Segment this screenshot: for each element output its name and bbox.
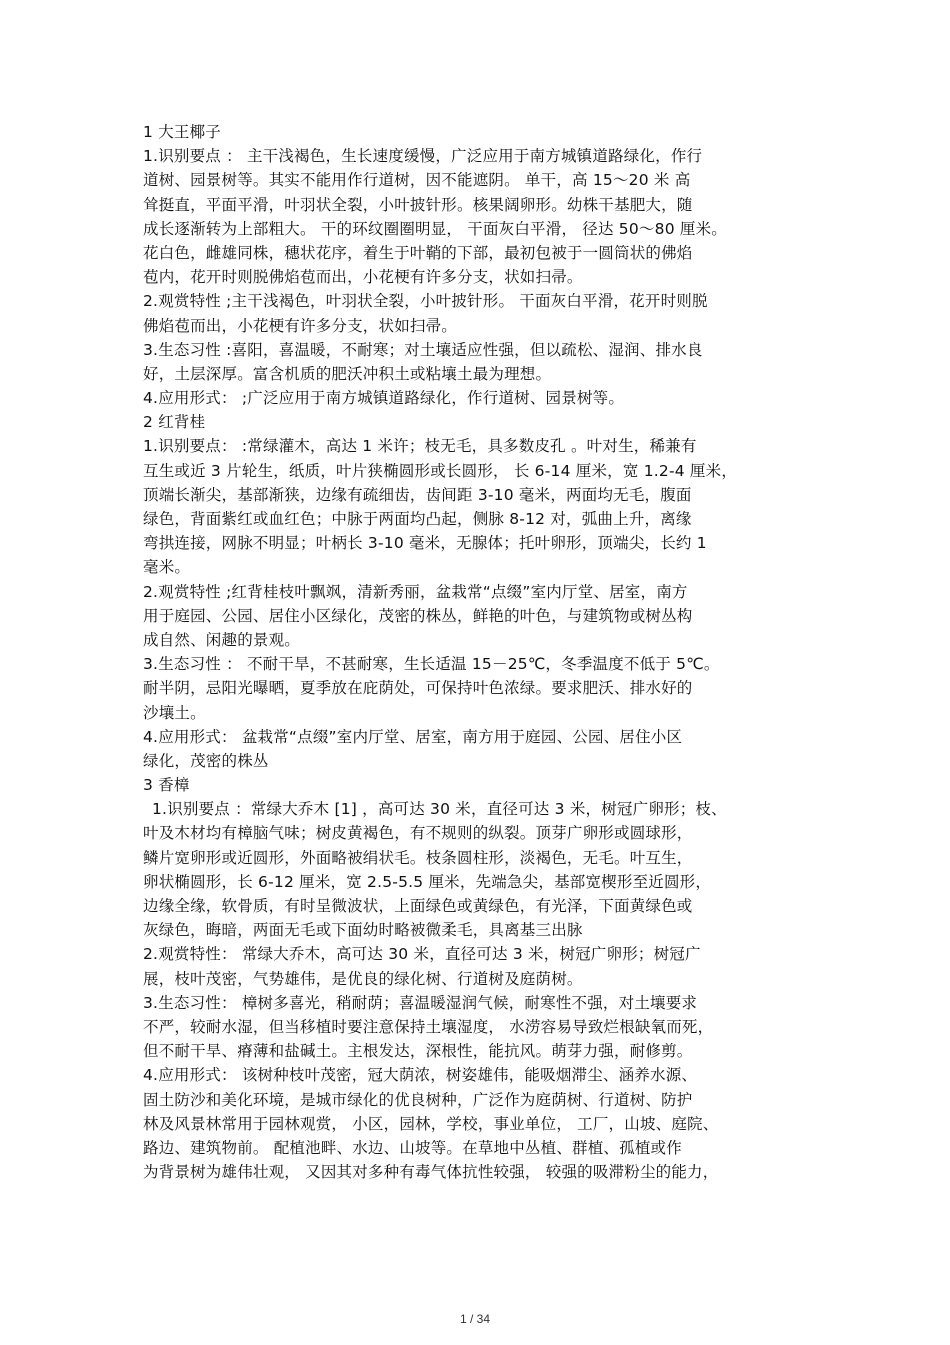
text-line: 但不耐干旱、瘠薄和盐碱土。主根发达，深根性，能抗风。萌芽力强，耐修剪。	[143, 1042, 693, 1061]
text-line: 耐半阴，忌阳光曝晒，夏季放在庇荫处，可保持叶色浓绿。要求肥沃、排水好的	[143, 679, 693, 698]
text-line: 4.应用形式： 该树种枝叶茂密，冠大荫浓，树姿雄伟，能吸烟滞尘、涵养水源、	[143, 1066, 698, 1085]
text-line: 绿化，茂密的株丛	[143, 751, 269, 770]
heading-dawang-yezi: 1 大王椰子	[143, 123, 221, 141]
text-line: 1.识别要点 ： 主干浅褐色，生长速度缓慢，广泛应用于南方城镇道路绿化，作行	[143, 147, 703, 166]
text-line: 3.生态习性 :喜阳，喜温暖，不耐寒；对土壤适应性强，但以疏松、湿润、排水良	[143, 340, 703, 359]
text-line: 路边、建筑物前。 配植池畔、水边、山坡等。在草地中丛植、群植、孤植或作	[143, 1138, 682, 1157]
text-line: 固土防沙和美化环境，是城市绿化的优良树种，广泛作为庭荫树、行道树、防护	[143, 1090, 693, 1109]
text-line: 佛焰苞而出，小花梗有许多分支，状如扫帚。	[143, 316, 458, 335]
text-line: 毫米。	[143, 558, 191, 577]
text-line: 林及风景林常用于园林观赏， 小区，园林，学校，事业单位， 工厂，山坡、庭院、	[143, 1114, 719, 1133]
text-line: 鳞片宽卵形或近圆形，外面略被绢状毛。枝条圆柱形，淡褐色，无毛。叶互生，	[143, 848, 693, 867]
text-line: 4.应用形式： ;广泛应用于南方城镇道路绿化，作行道树、园景树等。	[143, 389, 625, 408]
text-line: 道树、园景树等。其实不能用作行道树，因不能遮阴。 单干，高 15～20 米 高	[143, 171, 691, 190]
document-body	[143, 120, 823, 1184]
text-line: 3.生态习性 ： 不耐干旱，不甚耐寒，生长适温 15－25℃，冬季温度不低于 5℃。	[143, 655, 720, 674]
text-line: 边缘全缘，软骨质，有时呈微波状，上面绿色或黄绿色，有光泽，下面黄绿色或	[143, 897, 693, 915]
text-line: 弯拱连接，网脉不明显；叶柄长 3-10 毫米，无腺体；托叶卵形，顶端尖，长约 1	[143, 534, 707, 553]
text-line: 卵状椭圆形，长 6-12 厘米，宽 2.5-5.5 厘米，先端急尖，基部宽楔形至近圆形，	[143, 872, 712, 891]
text-line: 叶及木材均有樟脑气味；树皮黄褐色，有不规则的纵裂。顶芽广卵形或圆球形，	[143, 824, 693, 843]
text-line: 花白色，雌雄同株，穗状花序，着生于叶鞘的下部，最初包被于一圆筒状的佛焰	[143, 243, 693, 262]
text-line: 苞内，花开时则脱佛焰苞而出，小花梗有许多分支，状如扫帚。	[143, 268, 583, 287]
text-line: 用于庭园、公园、居住小区绿化，茂密的株丛，鲜艳的叶色，与建筑物或树丛构	[143, 606, 693, 625]
text-line: 1.识别要点： :常绿灌木，高达 1 米许；枝无毛，具多数皮孔 。叶对生，稀兼有	[143, 437, 697, 456]
text-line: 好，土层深厚。富含机质的肥沃冲积土或粘壤土最为理想。	[143, 364, 552, 383]
text-line: 灰绿色，晦暗，两面无毛或下面幼时略被微柔毛，具离基三出脉	[143, 921, 583, 940]
text-line: 2.观赏特性： 常绿大乔木，高可达 30 米，直径可达 3 米，树冠广卵形；树冠广	[143, 945, 701, 964]
heading-hongbei-gui: 2 红背桂	[143, 413, 206, 432]
text-line: 4.应用形式： 盆栽常“点缀”室内厅堂、居室，南方用于庭园、公园、居住小区	[143, 727, 683, 746]
text-line: 顶端长渐尖，基部渐狭，边缘有疏细齿，齿间距 3-10 毫米，两面均无毛，腹面	[143, 485, 692, 504]
page-number: 1 / 34	[459, 1312, 491, 1326]
text-line: 沙壤土。	[143, 703, 206, 722]
text-line: 2.观赏特性 ;红背桂枝叶飘飒，清新秀丽，盆栽常“点缀”室内厅堂、居室，南方	[143, 582, 688, 601]
text-line: 展，枝叶茂密，气势雄伟，是优良的绿化树、行道树及庭荫树。	[143, 969, 583, 988]
text-line: 成长逐渐转为上部粗大。 干的环纹圈圈明显， 干面灰白平滑， 径达 50～80 厘米。	[143, 219, 727, 238]
heading-xiang-zhang: 3 香樟	[143, 776, 190, 795]
text-line: 耸挺直，平面平滑，叶羽状全裂，小叶披针形。核果阔卵形。幼株干基肥大，随	[143, 195, 693, 214]
text-line: 成自然、闲趣的景观。	[143, 630, 301, 649]
text-line: 1.识别要点 ：常绿大乔木 [1] ，高可达 30 米，直径可达 3 米，树冠广卵形；枝、	[152, 800, 727, 819]
text-line: 不严，较耐水湿，但当移植时要注意保持土壤湿度， 水涝容易导致烂根缺氧而死，	[143, 1017, 714, 1036]
text-line: 为背景树为雄伟壮观， 又因其对多种有毒气体抗性较强， 较强的吸滞粉尘的能力，	[143, 1163, 719, 1182]
text-line: 3.生态习性： 樟树多喜光，稍耐荫；喜温暖湿润气候，耐寒性不强，对土壤要求	[143, 993, 698, 1012]
text-line: 互生或近 3 片轮生，纸质，叶片狭椭圆形或长圆形， 长 6-14 厘米，宽 1.2-4 厘米，	[143, 461, 738, 480]
text-line: 2.观赏特性 ;主干浅褐色，叶羽状全裂，小叶披针形。 干面灰白平滑，花开时则脱	[143, 292, 708, 311]
text-line: 绿色，背面紫红或血红色；中脉于两面均凸起，侧脉 8-12 对，弧曲上升，离缘	[143, 510, 692, 528]
